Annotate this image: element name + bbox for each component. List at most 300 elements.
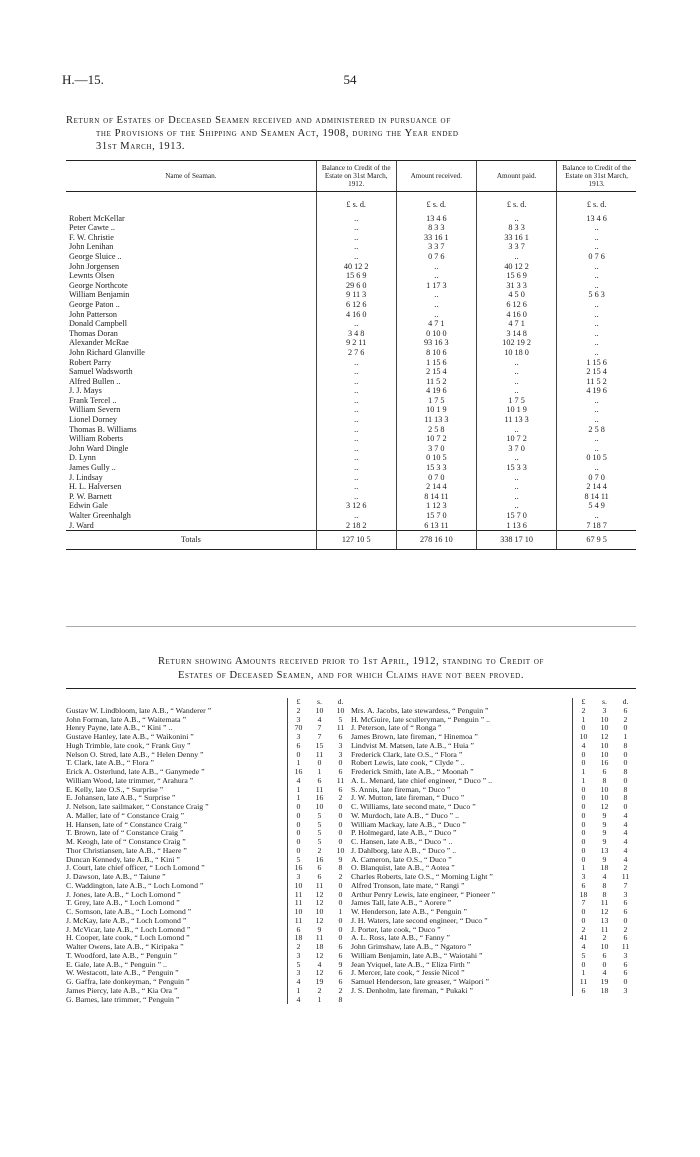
seaman-name: Donald Campbell — [69, 319, 127, 329]
balance-1913: 1 15 6 — [557, 358, 636, 368]
list-item — [351, 768, 636, 777]
balance-1913: 8 14 11 — [557, 492, 636, 502]
balance-1912: .. — [316, 214, 396, 224]
shillings: 12 — [315, 889, 324, 899]
seaman-entry: Arthur Penry Lewis, late engineer, “ Pioneer ” — [351, 890, 496, 899]
shillings: 12 — [600, 802, 609, 811]
seaman-entry: William Mackay, late A.B., “ Duco ” — [351, 820, 466, 829]
pence: 6 — [338, 942, 343, 951]
shillings: 5 — [317, 828, 322, 838]
balance-1912: 3 4 8 — [316, 329, 396, 339]
list-item — [351, 961, 636, 970]
list-item — [66, 934, 351, 943]
seaman-entry: G. Gaffra, late donkeyman, “ Penguin ” — [66, 978, 190, 986]
seaman-entry: Walter Owens, late A.B., “ Kiripaka ” — [66, 943, 184, 951]
list-item — [351, 969, 636, 978]
pence: 8 — [338, 863, 343, 873]
seaman-entry: Frederick Clark, late O.S., “ Flora ” — [351, 750, 463, 759]
pounds: 11 — [294, 889, 303, 899]
shillings: 11 — [315, 784, 324, 794]
amount-received: .. — [396, 262, 476, 272]
list-item — [66, 829, 351, 838]
seaman-entry: James Tall, late A.B., “ Aorere ” — [351, 899, 452, 908]
amount-paid: 33 16 1 — [476, 233, 556, 243]
seaman-entry: C. Williams, late second mate, “ Duco ” — [351, 803, 476, 811]
pence: 3 — [623, 950, 628, 960]
shillings: 12 — [315, 898, 324, 908]
pence: 3 — [623, 985, 628, 995]
pence: 9 — [338, 959, 343, 969]
pence: 2 — [623, 714, 628, 724]
seaman-entry: J. W. Mutton, late fireman, “ Duco ” — [351, 794, 465, 803]
pence: 0 — [338, 898, 343, 908]
list-item — [351, 759, 636, 768]
pounds: 6 — [581, 985, 586, 995]
pence: 6 — [623, 907, 628, 916]
seaman-name: J. Ward — [69, 520, 94, 530]
list-item — [351, 733, 636, 742]
pence: 0 — [623, 749, 628, 759]
amount-received: 13 4 6 — [396, 214, 476, 224]
amount-received: 10 7 2 — [396, 434, 476, 444]
pounds: 10 — [294, 907, 303, 916]
balance-1913: .. — [557, 242, 636, 252]
shillings: 7 — [317, 732, 322, 741]
pence: 0 — [623, 758, 628, 768]
amount-paid: 102 19 2 — [476, 338, 556, 348]
unit-label: £ s. d. — [316, 192, 396, 214]
pounds: 0 — [581, 959, 586, 969]
amount-paid: 31 3 3 — [476, 281, 556, 291]
unclaimed-column-right — [351, 698, 636, 996]
unit-label: s. — [602, 697, 607, 706]
shillings: 4 — [317, 959, 322, 969]
seaman-name: D. Lynn — [69, 453, 96, 463]
amount-received: 0 10 0 — [396, 329, 476, 339]
pounds: 0 — [581, 854, 586, 864]
seaman-name: J. Lindsay — [69, 472, 103, 482]
list-item — [66, 777, 351, 786]
seaman-entry: Mrs. A. Jacobs, late stewardess, “ Penguin ” — [351, 706, 489, 715]
header-balance-1912: Balance to Credit of the Estate on 31st March, 1912. — [316, 161, 396, 192]
header-paid: Amount paid. — [476, 161, 556, 192]
totals-label: Totals — [66, 531, 316, 550]
list-item — [351, 812, 636, 821]
balance-1912: 2 18 2 — [316, 521, 396, 531]
table-row — [66, 492, 636, 502]
amount-paid: .. — [476, 492, 556, 502]
list-item — [66, 733, 351, 742]
seaman-name: George Sluice .. — [69, 251, 122, 261]
shillings: 4 — [317, 714, 322, 724]
seaman-name: William Roberts — [69, 434, 124, 444]
seaman-name: Alexander McRae — [69, 338, 129, 348]
balance-1913: .. — [557, 434, 636, 444]
seaman-name: Frank Tercel .. — [69, 395, 117, 405]
pounds: 11 — [294, 898, 303, 908]
table-row — [66, 367, 636, 377]
pence: 4 — [623, 854, 628, 864]
shillings: 18 — [600, 863, 609, 873]
pounds: 70 — [294, 723, 303, 733]
balance-1912: .. — [316, 463, 396, 473]
balance-1913: .. — [557, 233, 636, 243]
seaman-entry: E. Kelly, late O.S., “ Surprise ” — [66, 785, 164, 794]
amount-received: 6 13 11 — [396, 521, 476, 531]
pence: 4 — [623, 819, 628, 829]
section2-title-line2: Estates of Deceased Seamen, and for which Claims have not been proved. — [177, 670, 525, 681]
amount-received: 15 7 0 — [396, 511, 476, 521]
seaman-entry: J. Dawson, late A.B., “ Taiune ” — [66, 873, 166, 881]
section2-rule — [66, 688, 636, 689]
list-item — [66, 978, 351, 987]
amount-received: 0 7 0 — [396, 473, 476, 483]
table-row — [66, 473, 636, 483]
balance-1912: .. — [316, 511, 396, 521]
pence: 0 — [338, 889, 343, 899]
amount-received: 11 13 3 — [396, 415, 476, 425]
seaman-name: Peter Cawte .. — [69, 223, 115, 233]
pence: 0 — [623, 977, 628, 986]
pounds: 11 — [294, 915, 303, 925]
pence: 6 — [623, 968, 628, 978]
pounds: 0 — [581, 784, 586, 794]
pounds: 0 — [581, 819, 586, 829]
unit-label: s. — [317, 697, 322, 706]
table-row — [66, 281, 636, 291]
pounds: 1 — [581, 863, 586, 873]
pounds: 10 — [294, 880, 303, 890]
amount-paid: .. — [476, 358, 556, 368]
amount-paid: .. — [476, 386, 556, 396]
shillings: 1 — [317, 994, 322, 1004]
seaman-entry: G. Barnes, late trimmer, “ Penguin ” — [66, 995, 180, 1004]
amount-received: .. — [396, 310, 476, 320]
balance-1913: .. — [557, 444, 636, 454]
pence: 10 — [336, 705, 345, 715]
pounds: 0 — [581, 845, 586, 855]
pounds: 4 — [296, 994, 301, 1004]
shillings: 12 — [315, 915, 324, 925]
list-item — [66, 794, 351, 803]
pence: 0 — [338, 915, 343, 925]
amount-paid: 11 13 3 — [476, 415, 556, 425]
seaman-entry: A. Maller, late of “ Constance Craig ” — [66, 811, 185, 820]
seaman-entry: J. Jones, late A.B., “ Loch Lomond ” — [66, 890, 181, 899]
amount-received: 93 16 3 — [396, 338, 476, 348]
shillings: 10 — [315, 705, 324, 715]
seaman-name: Lionel Dorney — [69, 415, 117, 425]
balance-1913: 7 18 7 — [557, 521, 636, 531]
balance-1912: .. — [316, 425, 396, 435]
amount-received: 0 7 6 — [396, 252, 476, 262]
seaman-entry: J. Peterson, late of “ Ronga ” — [351, 724, 442, 733]
list-item — [66, 724, 351, 733]
seaman-name: F. W. Christie — [69, 232, 114, 242]
amount-received: .. — [396, 290, 476, 300]
list-item — [66, 759, 351, 768]
section2-title — [66, 655, 636, 683]
pence: 8 — [623, 793, 628, 803]
amount-paid: 6 12 6 — [476, 300, 556, 310]
seaman-entry: J. Court, late chief officer, “ Loch Lomond ” — [66, 864, 205, 873]
balance-1913: .. — [557, 300, 636, 310]
shillings: 12 — [600, 907, 609, 916]
header-balance-1913: Balance to Credit of the Estate on 31st March, 1913. — [557, 161, 636, 192]
seaman-entry: J. S. Denholm, late fireman, “ Pukaki ” — [351, 986, 473, 995]
amount-paid: .. — [476, 453, 556, 463]
seaman-entry: William Benjamin, late A.B., “ Waiotahi ” — [351, 951, 483, 960]
balance-1912: .. — [316, 434, 396, 444]
balance-1912: 2 7 6 — [316, 348, 396, 358]
table-row — [66, 511, 636, 521]
list-item — [66, 899, 351, 908]
unit-label: £ s. d. — [557, 192, 636, 214]
pence: 0 — [338, 924, 343, 934]
pounds: 0 — [581, 837, 586, 846]
pounds: 4 — [296, 977, 301, 986]
shillings: 13 — [600, 845, 609, 855]
table-row — [66, 348, 636, 358]
amount-paid: 3 7 0 — [476, 444, 556, 454]
pounds: 0 — [581, 793, 586, 803]
shillings: 16 — [600, 758, 609, 768]
pence: 2 — [338, 872, 343, 881]
balance-1912: .. — [316, 453, 396, 463]
table-row — [66, 377, 636, 387]
totals-row — [66, 531, 636, 550]
seaman-name: J. J. Mays — [69, 386, 102, 396]
balance-1912: .. — [316, 405, 396, 415]
amount-paid: .. — [476, 252, 556, 262]
pounds: 3 — [296, 732, 301, 741]
pence: 0 — [623, 775, 628, 785]
list-item — [66, 917, 351, 926]
list-item — [66, 768, 351, 777]
seaman-entry: J. Mercer, late cook, “ Jessie Nicol ” — [351, 969, 465, 978]
unclaimed-column-left — [66, 698, 351, 1004]
pence: 8 — [623, 740, 628, 750]
balance-1913: .. — [557, 338, 636, 348]
seaman-name: William Benjamin — [69, 290, 130, 300]
shillings: 12 — [315, 968, 324, 978]
shillings: 8 — [602, 889, 607, 899]
balance-1912: 29 6 0 — [316, 281, 396, 291]
amount-received: 0 10 5 — [396, 453, 476, 463]
pounds: 0 — [581, 802, 586, 811]
seaman-entry: Gustave Hanley, late A.B., “ Waikonini ” — [66, 733, 194, 741]
seaman-entry: John Grimshaw, late A.B., “ Ngatoro ” — [351, 943, 472, 951]
pence: 0 — [338, 933, 343, 943]
pence: 0 — [338, 819, 343, 829]
list-item — [66, 882, 351, 891]
amount-received: 10 1 9 — [396, 405, 476, 415]
unit-label: £ s. d. — [476, 192, 556, 214]
amount-paid: 15 6 9 — [476, 271, 556, 281]
seaman-name: H. L. Halversen — [69, 482, 122, 492]
list-item — [66, 707, 351, 716]
seaman-name: Thomas B. Williams — [69, 424, 137, 434]
list-item — [351, 803, 636, 812]
pounds: 1 — [296, 784, 301, 794]
balance-1912: 6 12 6 — [316, 300, 396, 310]
shillings: 9 — [602, 828, 607, 838]
table-row — [66, 521, 636, 531]
list-item — [351, 716, 636, 725]
list-item — [66, 943, 351, 952]
pence: 6 — [338, 784, 343, 794]
seaman-entry: T. Woodford, late A.B., “ Penguin ” — [66, 951, 178, 960]
pence: 6 — [623, 705, 628, 715]
seaman-entry: J. McKay, late A.B., “ Loch Lomond ” — [66, 916, 187, 925]
unit-label: £ s. d. — [396, 192, 476, 214]
page-number: 54 — [343, 72, 357, 87]
pounds: 0 — [581, 749, 586, 759]
balance-1912: 15 6 9 — [316, 271, 396, 281]
list-item — [66, 873, 351, 882]
amount-paid: 1 7 5 — [476, 396, 556, 406]
pence: 0 — [338, 837, 343, 846]
seaman-entry: Hugh Trimble, late cook, “ Frank Guy ” — [66, 741, 191, 750]
balance-1912: .. — [316, 377, 396, 387]
seaman-entry: T. Brown, late of “ Constance Craig ” — [66, 829, 184, 838]
section1-title-line1: Return of Estates of Deceased Seamen received and administered in pursuance of — [66, 115, 451, 126]
amount-paid: .. — [476, 425, 556, 435]
total-paid: 338 17 10 — [476, 531, 556, 550]
balance-1913: .. — [557, 271, 636, 281]
amount-paid: 15 7 0 — [476, 511, 556, 521]
amount-received: 11 5 2 — [396, 377, 476, 387]
seaman-name: William Severn — [69, 405, 121, 415]
pence: 3 — [338, 740, 343, 750]
pounds: 3 — [296, 714, 301, 724]
pence: 2 — [623, 863, 628, 873]
shillings: 10 — [600, 749, 609, 759]
pounds: 5 — [296, 959, 301, 969]
list-item — [351, 908, 636, 917]
amount-paid: .. — [476, 501, 556, 511]
pounds: 0 — [296, 845, 301, 855]
seaman-entry: E. Johansen, late A.B., “ Surprise ” — [66, 794, 176, 803]
list-item — [351, 873, 636, 882]
shillings: 9 — [602, 819, 607, 829]
pence: 0 — [338, 810, 343, 820]
seaman-entry: T. Clark, late A.B., “ Flora ” — [66, 759, 154, 768]
amount-received: 1 12 3 — [396, 501, 476, 511]
pounds: 0 — [581, 758, 586, 768]
seaman-entry: W. Henderson, late A.B., “ Penguin ” — [351, 908, 467, 916]
pounds: 3 — [296, 872, 301, 881]
list-item — [351, 856, 636, 865]
balance-1912: .. — [316, 233, 396, 243]
pounds: 0 — [581, 828, 586, 838]
seaman-entry: H. McGuire, late sculleryman, “ Penguin ” .. — [351, 715, 491, 724]
pounds: 10 — [579, 732, 588, 741]
shillings: 3 — [602, 705, 607, 715]
shillings: 4 — [602, 968, 607, 978]
table-row — [66, 444, 636, 454]
pence: 6 — [623, 933, 628, 943]
seaman-name: George Northcote — [69, 280, 128, 290]
amount-received: 2 5 8 — [396, 425, 476, 435]
amount-received: 2 14 4 — [396, 482, 476, 492]
shillings: 10 — [600, 740, 609, 750]
shillings: 10 — [600, 714, 609, 724]
pounds: 3 — [296, 950, 301, 960]
seaman-entry: P. Holmegard, late A.B., “ Duco ” — [351, 829, 457, 838]
pounds: 4 — [581, 942, 586, 951]
list-item — [351, 794, 636, 803]
table-row — [66, 396, 636, 406]
balance-1913: .. — [557, 319, 636, 329]
table-row — [66, 242, 636, 252]
list-item — [66, 996, 351, 1005]
amount-paid: 40 12 2 — [476, 262, 556, 272]
amount-paid: 10 7 2 — [476, 434, 556, 444]
pence: 1 — [338, 907, 343, 916]
seaman-entry: C. Waddington, late A.B., “ Loch Lomond ” — [66, 881, 204, 890]
amount-paid: 10 18 0 — [476, 348, 556, 358]
seaman-entry: A. Cameron, late O.S., “ Duco ” — [351, 855, 452, 864]
balance-1913: 5 4 9 — [557, 501, 636, 511]
pence: 0 — [338, 880, 343, 890]
list-item — [351, 978, 636, 987]
seaman-name: Samuel Wadsworth — [69, 367, 133, 377]
pence: 4 — [623, 810, 628, 820]
table-row — [66, 463, 636, 473]
shillings: 11 — [600, 898, 609, 908]
shillings: 11 — [315, 749, 324, 759]
balance-1913: 2 15 4 — [557, 367, 636, 377]
shillings: 0 — [602, 959, 607, 969]
seaman-entry: Samuel Henderson, late greaser, “ Waipori ” — [351, 978, 489, 986]
balance-1913: 2 14 4 — [557, 482, 636, 492]
list-item — [351, 934, 636, 943]
table-row — [66, 223, 636, 233]
pounds: 2 — [296, 705, 301, 715]
amount-paid: .. — [476, 367, 556, 377]
pence: 2 — [338, 985, 343, 995]
balance-1912: 4 16 0 — [316, 310, 396, 320]
seaman-entry: J. H. Waters, late second engineer, “ Duco ” — [351, 916, 488, 925]
section1-title — [66, 114, 636, 153]
list-item — [351, 821, 636, 830]
seaman-name: John Richard Glanville — [69, 347, 145, 357]
table-row — [66, 271, 636, 281]
header-name: Name of Seaman. — [66, 161, 316, 192]
amount-received: 4 19 6 — [396, 386, 476, 396]
pounds: 0 — [296, 802, 301, 811]
pence: 8 — [338, 994, 343, 1004]
pence: 6 — [338, 968, 343, 978]
units-header — [66, 698, 351, 707]
pence: 4 — [623, 845, 628, 855]
amount — [287, 996, 351, 1005]
list-item — [66, 961, 351, 970]
shillings: 6 — [602, 767, 607, 776]
list-item — [351, 724, 636, 733]
pounds: 7 — [581, 898, 586, 908]
pounds: 1 — [581, 968, 586, 978]
seaman-name: Alfred Bullen .. — [69, 376, 121, 386]
pounds: 6 — [296, 740, 301, 750]
pence: 6 — [338, 767, 343, 776]
table-row — [66, 386, 636, 396]
seaman-entry: E. Gale, late A.B., “ Penguin ” .. — [66, 960, 167, 969]
shillings: 15 — [315, 740, 324, 750]
balance-1912: .. — [316, 482, 396, 492]
pounds: 0 — [296, 749, 301, 759]
